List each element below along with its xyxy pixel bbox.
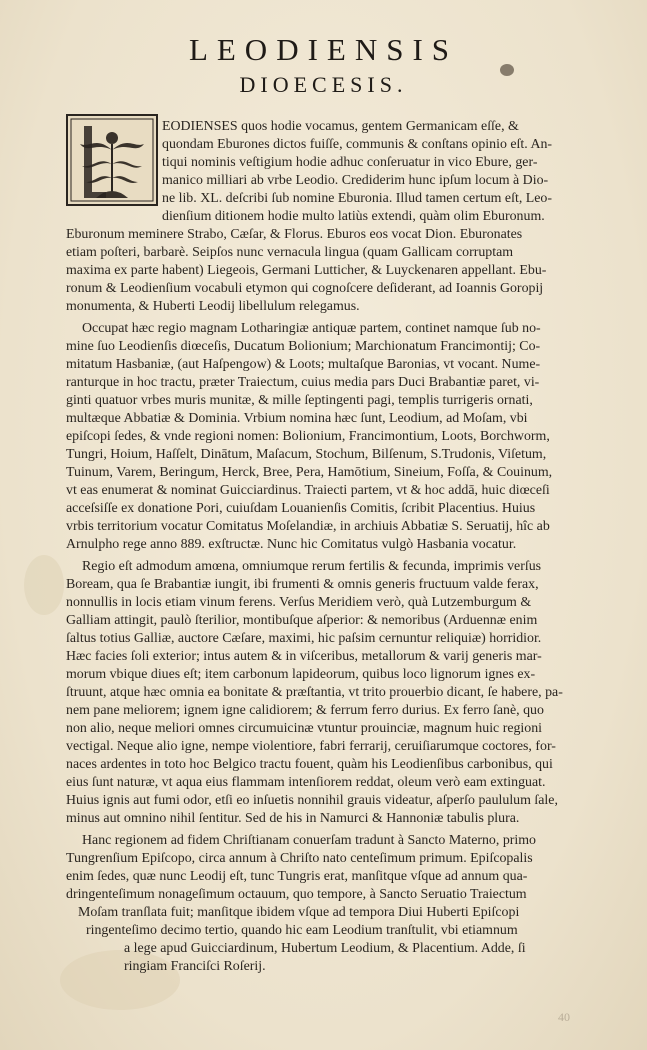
text-line: non alio, neque meliori omnes circumuicinæ vtuntur prouinciæ, magnum huic regioni bbox=[66, 721, 543, 736]
text-line: Tungri, Hoium, Haſſelt, Dinātum, Maſacum, Stochum, Bilſenum, S.Trudonis, Viſetum, bbox=[66, 447, 547, 462]
text-line: multæque Abbatiæ & Dominia. Vrbium nomina hæc ſunt, Leodium, ad Moſam, vbi bbox=[66, 411, 528, 426]
text-line: Hanc regionem ad fidem Chriſtianam conuerſam tradunt à Sancto Materno, primo bbox=[82, 833, 537, 848]
folio-number: 40 bbox=[558, 1010, 570, 1024]
text-line: nonnullis in locis etiam vinum ferens. Verſus Meridiem verò, quà Lutzemburgum & bbox=[66, 595, 532, 610]
text-line: naces ardentes in toto hoc Belgico tractu fouent, quàm his Leodienſibus carbonibus, qui bbox=[66, 757, 553, 772]
text-line: quondam Eburones dictos fuiſſe, communis & conſtans opinio eſt. An- bbox=[162, 137, 553, 152]
page-title: LEODIENSIS bbox=[188, 32, 459, 67]
text-line: EODIENSES quos hodie vocamus, gentem Germanicam eſſe, & bbox=[162, 119, 519, 134]
text-line: ginti quatuor vrbes muris munitæ, & mille ſeptingenti pagi, templis turrigeris ornati, bbox=[66, 393, 533, 408]
text-line: maxima ex parte habent) Liegeois, Germani Lutticher, & Luyckenaren appellant. Ebu- bbox=[66, 263, 547, 278]
text-line: Tungrenſium Epiſcopo, circa annum à Chriſto nato centeſimum primum. Epiſcopalis bbox=[66, 851, 533, 866]
text-line: Eburonum meminere Strabo, Cæſar, & Florus. Eburos eos vocat Dion. Eburonates bbox=[66, 227, 523, 242]
paper-stain bbox=[24, 555, 64, 615]
text-line: acceſsiſſe ex donatione Pori, cuiuſdam Louanienſis Comitis, ſcribit Placentius. Huius bbox=[66, 501, 536, 516]
text-line: Hæc facies ſoli exterior; intus autem & in viſceribus, metallorum & varij generis mar- bbox=[66, 649, 542, 664]
text-line: vt eas enumerat & nominat Guicciardinus. Traiecti partem, vt & hoc addā, huic diœceſi bbox=[66, 483, 550, 498]
text-line: mitatum Hasbaniæ, (aut Haſpengow) & Loots; multaſque Baronias, vt vocant. Nume- bbox=[66, 357, 541, 372]
text-line: Moſam tranſlata fuit; manſitque ibidem vſque ad tempora Diui Huberti Epiſcopi bbox=[78, 905, 520, 920]
text-line: minus aut omnino nihil ſentitur. Sed de his in Namurci & Hannoniæ tabulis plura. bbox=[66, 811, 520, 826]
text-line: Arnulpho rege anno 889. exſtructæ. Nunc hic Comitatus vulgò Hasbania vocatur. bbox=[66, 537, 517, 552]
text-line: tiqui nominis veſtigium hodie adhuc conſeruatur in vico Ebure, ger- bbox=[162, 155, 538, 170]
text-line: dringenteſimum nonageſimum octauum, quo tempore, à Sancto Seruatio Traiectum bbox=[66, 887, 527, 902]
text-line: nem pane meliorem; ignem igne calidiorem; & ferrum ferro durius. Ex ferro ſanè, quo bbox=[66, 703, 544, 718]
text-line: Huius ignis aut fumi odor, etſi eo inſuetis nonnihil grauis videatur, aſperſo paululum ſale, bbox=[66, 793, 558, 808]
text-line: ſaltus totius Galliæ, auctore Cæſare, maximi, hic paſsim cernuntur reliquiæ) horridior. bbox=[66, 631, 542, 646]
text-line: ringiam Franciſci Roſerij. bbox=[124, 959, 266, 974]
text-line: vrbis territorium vocatur Comitatus Moſelandiæ, in archiuis Abbatiæ S. Seruatij, hîc ab bbox=[66, 519, 550, 534]
text-line: epiſcopi ſedes, & vnde regioni nomen: Bolionium, Francimontium, Loots, Borchworm, bbox=[66, 429, 550, 444]
text-line: Tuinum, Varem, Beringum, Herck, Bree, Pera, Hamōtium, Sineium, Foſſa, & Couinum, bbox=[66, 465, 553, 480]
floral-initial-icon bbox=[66, 114, 158, 206]
text-line: ſtruunt, atque hæc omnia ea bonitate & præſtantia, vt trito prouerbio dicant, ſe habere, pa- bbox=[66, 685, 563, 700]
text-line: morum vbique diues eſt; item carbonum lapideorum, quibus loco lignorum ignes ex- bbox=[66, 667, 536, 682]
text-line: Regio eſt admodum amœna, omniumque rerum fertilis & fecunda, imprimis verſus bbox=[82, 559, 542, 574]
text-line: ringenteſimo decimo tertio, quando hic eam Leodium tranſtulit, vbi etiamnum bbox=[86, 923, 518, 938]
text-line: dienſium ditionem hodie multo latiùs extendi, quàm olim Eburonum. bbox=[162, 209, 545, 224]
text-line: enim ſedes, quæ nunc Leodij eſt, tunc Tungris erat, manſitque vſque ad annum qua- bbox=[66, 869, 528, 884]
text-line: ranturque in hoc tractu, præter Traiectum, cuius media pars Duci Brabantiæ paret, vi- bbox=[66, 375, 540, 390]
text-line: manico milliari ab vrbe Leodio. Crediderim hunc ipſum locum à Dio- bbox=[162, 173, 549, 188]
text-line: ne lib. XL. deſcribi ſub nomine Eburonia. Illud tamen certum eſt, Leo- bbox=[162, 191, 552, 206]
text-line: a lege apud Guicciardinum, Hubertum Leodium, & Placentium. Adde, ſi bbox=[124, 941, 526, 956]
page-subtitle: DIOECESIS. bbox=[239, 72, 408, 97]
text-line: eius ſunt naturæ, vt aqua eius flammam intenſiorem reddat, oleum verò eam extinguat. bbox=[66, 775, 546, 790]
text-line: Occupat hæc regio magnam Lotharingiæ antiquæ partem, continet namque ſub no- bbox=[82, 321, 541, 336]
text-line: Boream, qua ſe Brabantiæ iungit, ibi frumenti & omnis generis fructuum valde ferax, bbox=[66, 577, 539, 592]
text-line: monumenta, & Huberti Leodij libellulum relegamus. bbox=[66, 299, 360, 314]
text-line: mine ſuo Leodienſis diœceſis, Ducatum Bolionium; Marchionatum Francimontij; Co- bbox=[66, 339, 541, 354]
text-line: vectigal. Neque alio igne, nempe violentiore, fabri ferrarij, ceruiſiarumque coctores, for- bbox=[66, 739, 556, 754]
text-line: etiam poſteri, barbarè. Seipſos nunc vernacula lingua (quam Gallicam corruptam bbox=[66, 245, 514, 260]
text-line: ronum & Leodienſium vocabuli etymon qui cognoſcere deſiderant, ad Ioannis Goropij bbox=[66, 281, 544, 296]
text-line: Galliam attingit, paulò ſterilior, montibuſque aſperior: & nemoribus (Arduennæ enim bbox=[66, 613, 538, 628]
decorated-initial-l bbox=[66, 114, 158, 206]
